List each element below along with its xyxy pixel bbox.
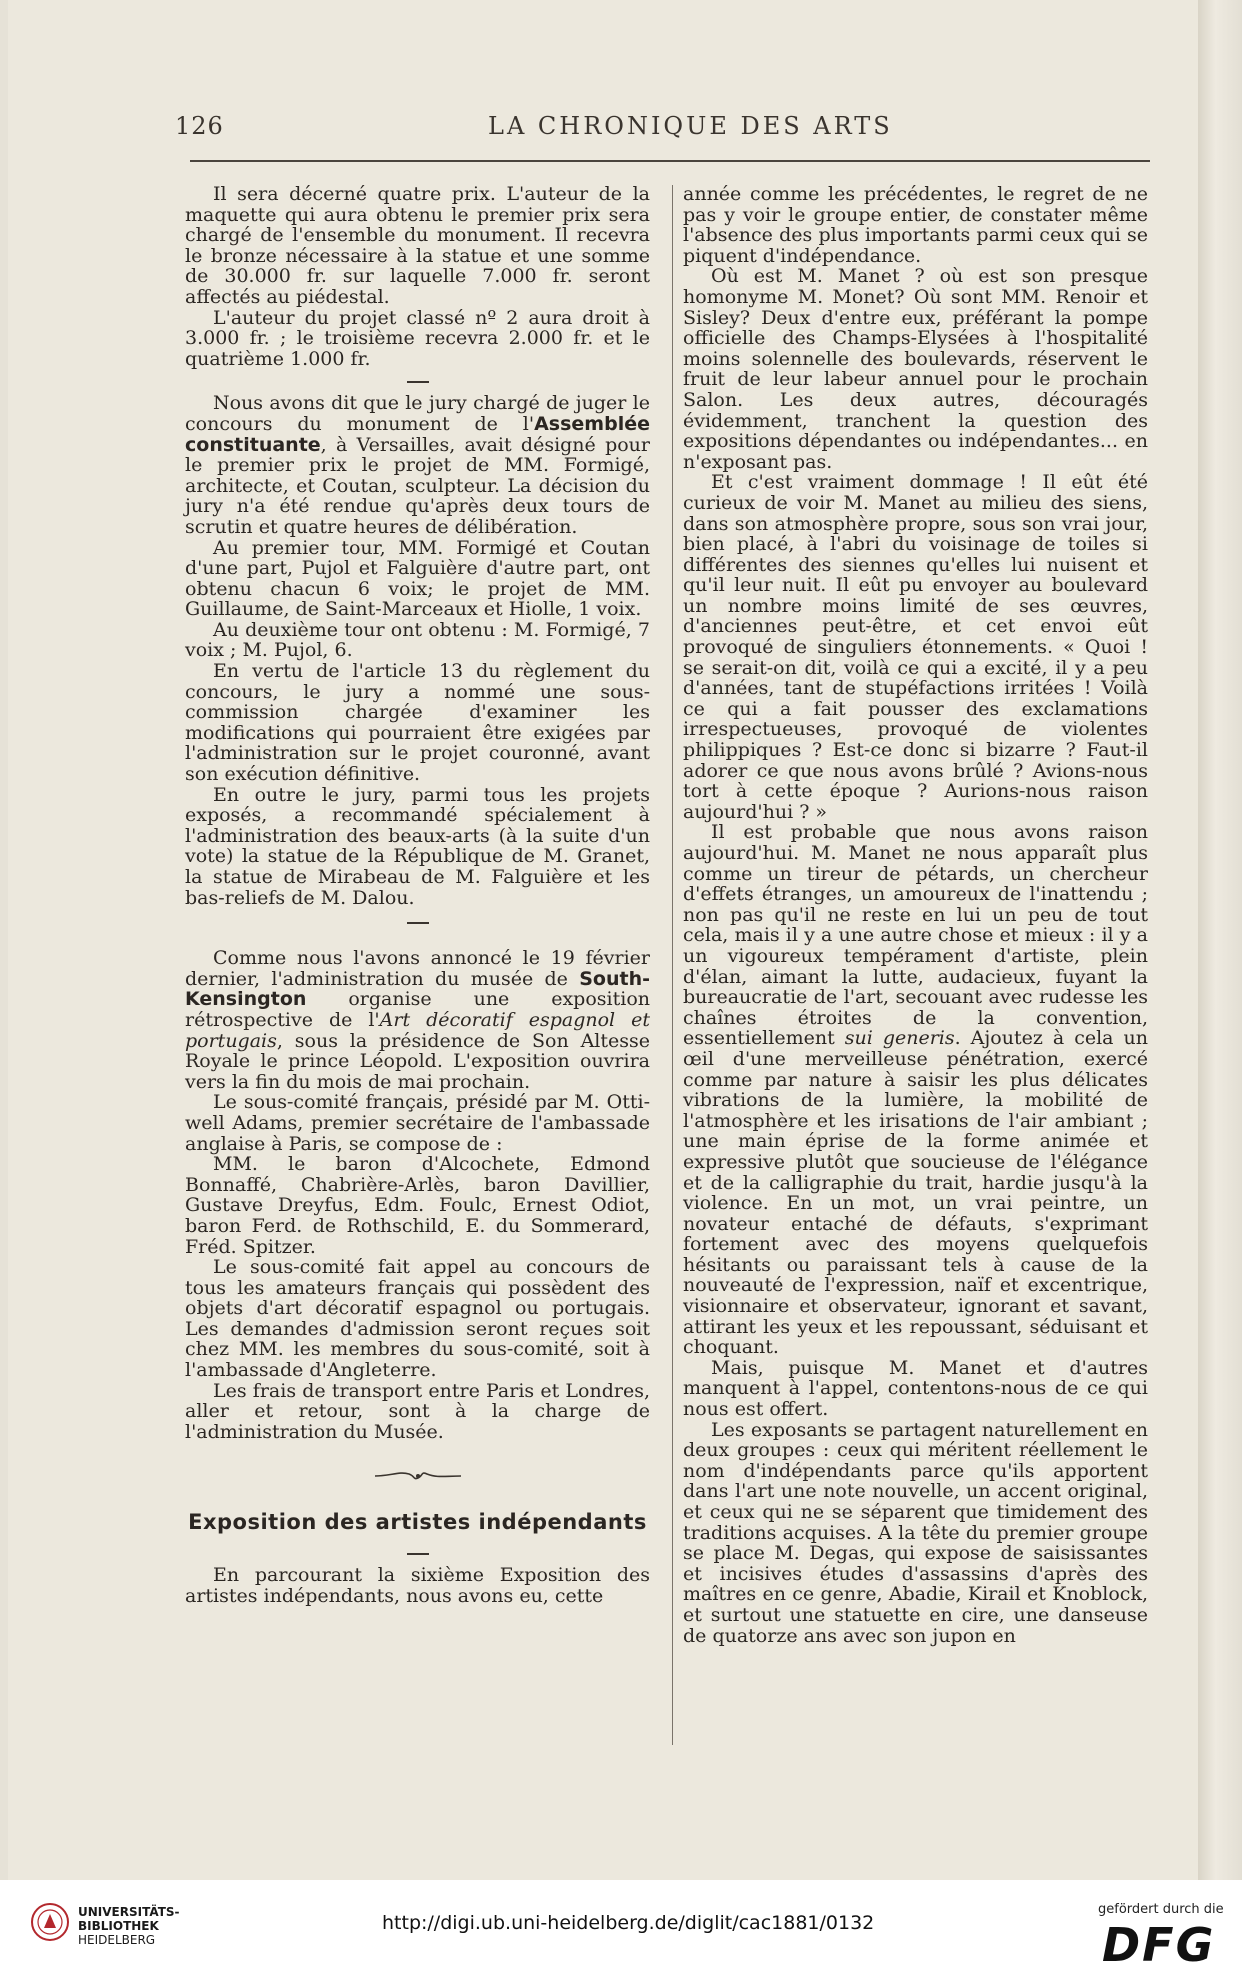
column-rule bbox=[672, 185, 673, 1745]
permalink-url[interactable]: http://digi.ub.uni-heidelberg.de/diglit/cac1881/0132 bbox=[382, 1912, 875, 1934]
paragraph: Les exposants se partagent naturellement en deux groupes : ceux qui méritent réellement le nom d'indépendants parce qu'ils apportent dans l'art une note nouvelle, un accent original, et ceux qui ne se séparent que timidement des traditions acquises. A la tête du premier groupe se place M. Degas, qui expose de saisissantes et incisives études d'assassins d'après des maîtres en ce genre, Abadie, Kirail et Knoblock, et surtout une statuette en cire, une danseuse de quatorze ans avec son jupon en bbox=[683, 1418, 1148, 1647]
paragraph: Le sous-comité fait appel au concours de tous les amateurs français qui possèdent des objets d'art décoratif espagnol ou portugais. Les demandes d'admission seront reçues soit chez MM. les membres du sous-comité, soit à l'ambassade d'Angleterre. bbox=[185, 1256, 650, 1382]
paragraph: En parcourant la sixième Exposition des artistes indépendants, nous avons eu, cette bbox=[185, 1564, 650, 1607]
paragraph: Il est probable que nous avons raison aujourd'hui. M. Manet ne nous apparaît plus comme un tireur de pétards, un chercheur d'effets étranges, un amoureux de l'inattendu ; non pas qu'il ne reste en lui un peu de tout cela, mais il y a une autre chose et mieux : il y a un vigoureux tempérament d'artiste, plein d'élan, aimant la lutte, audacieux, fuyant la bureaucratie de l'art, secouant avec rudesse les chaînes étroites de la convention, essentiellement sui generis. Ajoutez à cela un œil d'une merveilleuse pénétration, exercé comme par nature à saisir les plus délicates vibrations de la lumière, la mobilité de l'atmosphère et les irisations de l'air ambiant ; une main éprise de la forme animée et expressive plutôt que soucieuse de l'élégance et de la calligraphie du trait, hardie jusqu'à la violence. En un mot, un vrai peintre, un novateur entaché de défauts, s'exprimant fortement avec des moyens quelquefois hésitants ou paraissant tels à cause de la nouveauté de l'expression, naïf et excentrique, visionnaire et observateur, ignorant et savant, attirant les yeux et les repoussant, séduisant et choquant. bbox=[683, 821, 1148, 1359]
running-head-title: LA CHRONIQUE DES ARTS bbox=[488, 112, 893, 140]
emphasis-bold: South-Kensington bbox=[185, 967, 650, 1011]
emphasis-italic: Art décoratif espagnol et portugais bbox=[185, 1008, 650, 1052]
paragraph: Comme nous l'avons annoncé le 19 février dernier, l'administration du musée de South-Kensington organise une exposition rétrospective de l'Art décoratif espagnol et portugais, sous la présidence de Son Altesse Royale le prince Léopold. L'exposition ouvrira vers la fin du mois de mai prochain. bbox=[185, 947, 650, 1093]
right-column bbox=[683, 184, 1148, 1646]
page-number: 126 bbox=[175, 112, 224, 140]
paragraph: Au premier tour, MM. Formigé et Coutan d'une part, Pujol et Falguière d'autre part, ont obtenu chacun 6 voix; le projet de MM. Guillaume, de Saint-Marceaux et Hiolle, 1 voix. bbox=[185, 536, 650, 621]
dfg-logo: DFG bbox=[1102, 1918, 1216, 1972]
section-separator bbox=[185, 908, 650, 948]
header-rule bbox=[190, 160, 1150, 162]
page-gutter-right bbox=[1198, 0, 1242, 1880]
paragraph: Au deuxième tour ont obtenu : M. Formigé, 7 voix ; M. Pujol, 6. bbox=[185, 618, 650, 662]
left-column bbox=[185, 184, 650, 1606]
paragraph: Il sera décerné quatre prix. L'auteur de la maquette qui aura obtenu le premier prix sera chargé de l'ensemble du monument. Il recevra le bronze nécessaire à la statue et une somme de 30.000 fr. sur laquelle 7.000 fr. seront affectés au piédestal. bbox=[185, 183, 650, 308]
section-separator bbox=[185, 1541, 650, 1565]
paragraph: année comme les précédentes, le regret de ne pas y voir le groupe entier, de constater même l'absence des plus importants parmi ceux qui se piquent d'indépendance. bbox=[683, 183, 1148, 267]
paragraph: Nous avons dit que le jury chargé de juger le concours du monument de l'Assemblée constituante, à Versailles, avait désigné pour le premier prix le projet de MM. Formigé, architecte, et Coutan, sculpteur. La décision du jury n'a été rendue qu'après deux tours de scrutin et quatre heures de délibération. bbox=[185, 392, 650, 538]
paragraph: Le sous-comité français, présidé par M. Otti-well Adams, premier secrétaire de l'ambassade anglaise à Paris, se compose de : bbox=[185, 1091, 650, 1155]
emphasis-bold: Assemblée constituante bbox=[185, 412, 650, 456]
section-title: Exposition des artistes indépendants bbox=[188, 1510, 647, 1535]
paragraph: Les frais de transport entre Paris et Londres, aller et retour, sont à la charge de l'administration du Musée. bbox=[185, 1379, 650, 1443]
paragraph: MM. le baron d'Alcochete, Edmond Bonnaffé, Chabrière-Arlès, baron Davillier, Gustave Dreyfus, Edm. Foulc, Ernest Odiot, baron Ferd. de Rothschild, E. du Sommerard, Fréd. Spitzer. bbox=[185, 1153, 650, 1258]
emphasis-italic: sui generis bbox=[844, 1027, 955, 1050]
paragraph: En vertu de l'article 13 du règlement du concours, le jury a nommé une sous-commission chargée d'examiner les modifications qui pourraient être exigées par l'administration sur le projet couronné, avant son exécution définitive. bbox=[185, 660, 650, 786]
paragraph: Et c'est vraiment dommage ! Il eût été curieux de voir M. Manet au milieu des siens, dans son atmosphère propre, sous son vrai jour, bien placé, à l'abri du voisinage de toiles si différentes des siennes qu'elles lui nuisent et qu'il leur nuit. Il eût pu envoyer au boulevard un nombre moins limité de ses œuvres, d'anciennes peut-être, et cet envoi eût provoqué de singuliers étonnements. « Quoi ! se serait-on dit, voilà ce qui a excité, il y a peu d'années, tant de stupéfactions irritées ! Voilà ce qui a fait pousser des exclamations irrespectueuses, provoqué de violentes philippiques ? Est-ce donc si bizarre ? Faut-il adorer ce que nous avons brûlé ? Avions-nous tort à cette époque ? Aurions-nous raison aujourd'hui ? » bbox=[683, 471, 1148, 823]
section-separator bbox=[185, 369, 650, 393]
paragraph: L'auteur du projet classé nº 2 aura droit à 3.000 fr. ; le troisième recevra 2.000 fr. et le quatrième 1.000 fr. bbox=[185, 306, 650, 370]
funded-by-label: gefördert durch die bbox=[1098, 1902, 1224, 1917]
fleuron-ornament bbox=[185, 1468, 650, 1492]
university-seal-icon bbox=[30, 1902, 70, 1946]
paragraph: Mais, puisque M. Manet et d'autres manquent à l'appel, contentons-nous de ce qui nous est offert. bbox=[683, 1356, 1148, 1421]
paragraph: En outre le jury, parmi tous les projets exposés, a recommandé spécialement à l'administration des beaux-arts (à la suite d'un vote) la statue de la République de M. Granet, la statue de Mirabeau de M. Falguière et les bas-reliefs de M. Dalou. bbox=[185, 783, 650, 909]
institution-name: UNIVERSITÄTS- BIBLIOTHEK HEIDELBERG bbox=[78, 1905, 180, 1947]
paragraph: Où est M. Manet ? où est son presque homonyme M. Monet? Où sont MM. Renoir et Sisley? Deux d'entre eux, préférant la pompe officielle des Champs-Elysées à l'hospitalité moins solennelle des boulevards, réservent le fruit de leur labeur annuel pour le prochain Salon. Les deux autres, découragés évidemment, tranchent la question des expositions dépendantes ou indépendantes... en n'exposant pas. bbox=[683, 265, 1148, 473]
